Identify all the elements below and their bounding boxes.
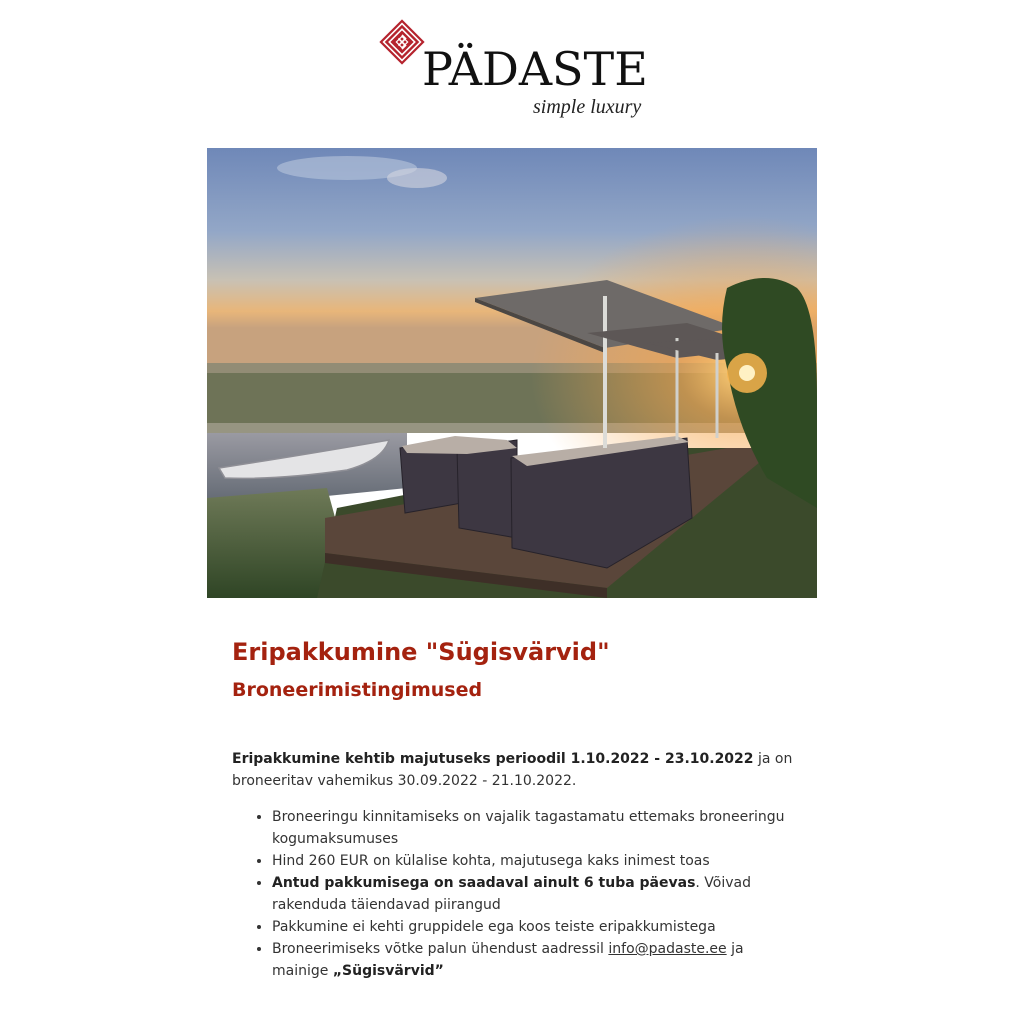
terms-list: [232, 806, 802, 982]
brand-tagline: simple luxury: [533, 96, 642, 118]
term-text: . Võivad rakenduda täiendavad piirangud: [272, 875, 752, 913]
list-item: [272, 938, 802, 982]
term-text: Hind 260 EUR on külalise kohta, majutusega kaks inimest toas: [272, 853, 710, 869]
term-text: ja mainige: [272, 941, 744, 979]
hero-image: [207, 148, 817, 598]
list-item: [272, 850, 802, 872]
offer-intro-rest: ja on broneeritav vahemikus 30.09.2022 - 21.10.2022.: [232, 751, 793, 789]
list-item: [272, 806, 802, 850]
offer-intro-bold: Eripakkumine kehtib majutuseks perioodil 1.10.2022 - 23.10.2022: [232, 751, 754, 767]
brand-logo[interactable]: [376, 16, 646, 126]
offer-title: Eripakkumine "Sügisvärvid": [232, 638, 610, 666]
knot-emblem-icon: [378, 18, 426, 66]
list-item: [272, 872, 802, 916]
term-text: Broneeringu kinnitamiseks on vajalik tagastamatu ettemaks broneeringu kogumaksumuses: [272, 809, 785, 847]
offer-intro: [232, 748, 802, 792]
term-bold: „Sügisvärvid”: [332, 963, 444, 979]
email-link[interactable]: info@padaste.ee: [608, 941, 727, 957]
offer-content: [232, 634, 802, 982]
term-text: Pakkumine ei kehti gruppidele ega koos teiste eripakkumistega: [272, 919, 716, 935]
offer-subtitle: Broneerimistingimused: [232, 679, 483, 701]
brand-name: PÄDASTE: [422, 42, 648, 96]
term-text: Broneerimiseks võtke palun ühendust aadressil: [272, 941, 609, 957]
term-bold: Antud pakkumisega on saadaval ainult 6 tuba päevas: [272, 875, 696, 891]
list-item: [272, 916, 802, 938]
